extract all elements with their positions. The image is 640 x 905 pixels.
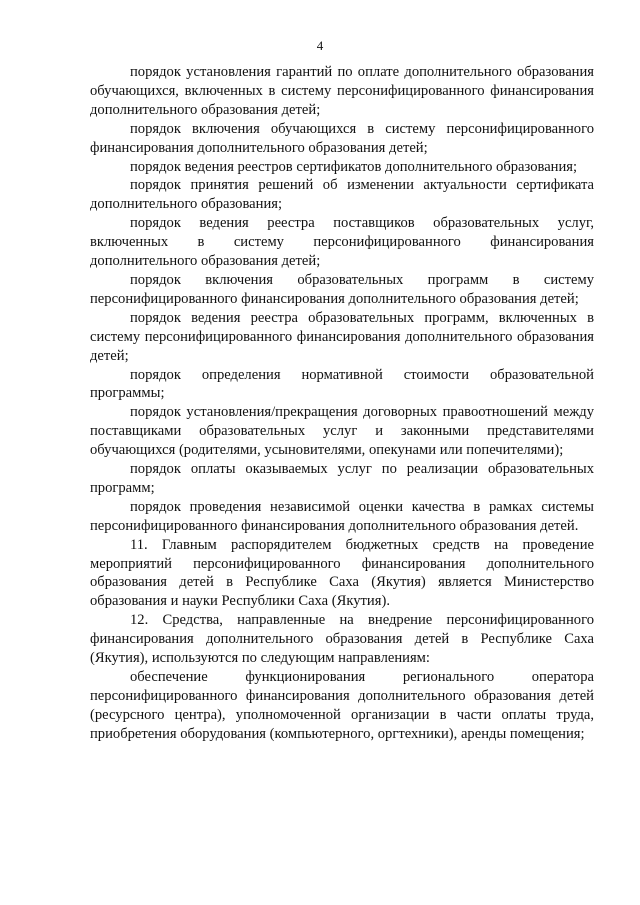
paragraph-operator-funding: обеспечение функционирования регионального оператора персонифицированного финансирования дополнительного образования детей (ресурсного центра), уполномоченной организации в части оплаты труда, приобретения оборудования (компьютерного, оргтехники), аренды помещения; — [90, 669, 594, 742]
paragraph-provider-registry: порядок ведения реестра поставщиков образовательных услуг, включенных в систему персонифицированного финансирования дополнительного образования детей; — [90, 215, 594, 270]
paragraph-guarantees-order: порядок установления гарантий по оплате дополнительного образования обучающихся, включенных в систему персонифицированного финансирования дополнительного образования детей; — [90, 64, 594, 118]
paragraph-section-11: 11. Главным распорядителем бюджетных средств на проведение мероприятий персонифицированного финансирования дополнительного образования детей в Республике Саха (Якутия) является Министерство образования и науки Республики Саха (Якутия). — [90, 536, 594, 610]
paragraph-section-12: 12. Средства, направленные на внедрение персонифицированного финансирования дополнительного образования детей в Республике Саха (Якутия), используются по следующим направлениям: — [90, 612, 594, 667]
page-number: 4 — [316, 38, 324, 53]
paragraph-contract-relations: порядок установления/прекращения договорных правоотношений между поставщиками образовательных услуг и законными представителями обучающихся (родителями, усыновителями, опекунами или попечителями); — [90, 404, 594, 459]
paragraph-certificate-relevance: порядок принятия решений об изменении актуальности сертификата дополнительного образования; — [90, 177, 594, 213]
paragraph-normative-cost: порядок определения нормативной стоимости образовательной программы; — [90, 366, 594, 402]
paragraph-program-registry: порядок ведения реестра образовательных программ, включенных в систему персонифицированного финансирования дополнительного образования детей; — [90, 309, 594, 364]
document-body — [90, 63, 594, 744]
paragraph-inclusion-order: порядок включения обучающихся в систему персонифицированного финансирования дополнительного образования детей; — [90, 120, 594, 156]
paragraph-payment-order: порядок оплаты оказываемых услуг по реализации образовательных программ; — [90, 461, 594, 496]
paragraph-quality-assessment: порядок проведения независимой оценки качества в рамках системы персонифицированного финансирования дополнительного образования детей. — [90, 498, 594, 534]
paragraph-program-inclusion: порядок включения образовательных программ в систему персонифицированного финансирования дополнительного образования детей; — [90, 271, 594, 307]
paragraph-certificate-registry: порядок ведения реестров сертификатов дополнительного образования; — [130, 158, 578, 175]
